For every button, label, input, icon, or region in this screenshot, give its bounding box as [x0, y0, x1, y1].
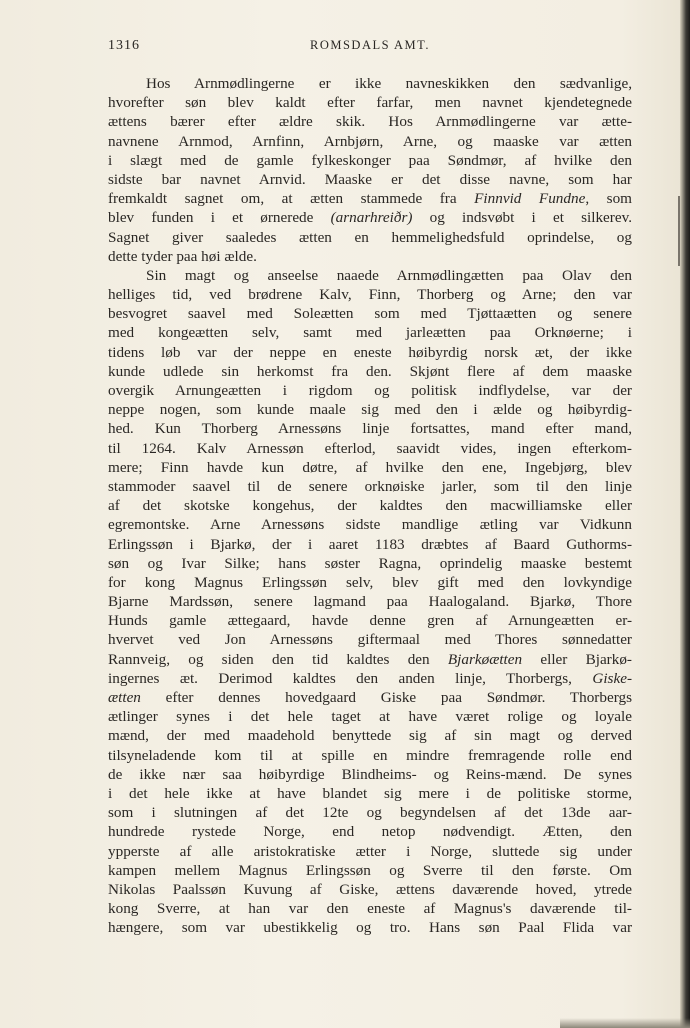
text-line: tilsyneladende kom til at spille en mindre fremragende rolle end [108, 746, 632, 764]
text-line: tidens løb var der neppe en eneste høibyrdig norsk æt, der ikke [108, 343, 632, 361]
text-line: besvogret saavel med Soleætten som med Tjøttaætten og senere [108, 305, 632, 323]
text-line: overgik Arnungeætten i rigdom og politisk indflydelse, var der [108, 382, 632, 399]
text-line: søn og Ivar Silke; hans søster Ragna, oprindelig maaske bestemt [108, 554, 632, 572]
margin-mark [678, 196, 680, 266]
running-head: ROMSDALS AMT. [310, 38, 430, 52]
text-line: de ikke nær saa høibyrdige Blindheims- og Reins-mænd. De synes [108, 765, 632, 783]
text-line: Sagnet giver saaledes ætten en hemmelighedsfuld oprindelse, og [108, 228, 632, 246]
text-line: med kongeætten selv, samt med jarleætten paa Orknøerne; i [108, 324, 632, 342]
text-line: mere; Finn havde kun døtre, af hvilke den ene, Ingebjørg, blev [108, 458, 632, 476]
text-line: ypperste af alle aristokratiske ætter i Norge, sluttede sig under [108, 842, 632, 860]
text-line: Hos Arnmødlingerne er ikke navneskikken den sædvanlige, [146, 75, 632, 92]
text-line: som i slutningen af det 12te og begyndelsen af det 13de aar- [108, 804, 632, 822]
body-text [108, 74, 632, 937]
text-line: kampen mellem Magnus Erlingssøn og Sverre til den første. Om [108, 861, 632, 879]
text-line: ætten efter dennes hovedgaard Giske paa Søndmør. Thorbergs [108, 689, 632, 706]
text-line: ættens bærer efter ældre skik. Hos Arnmødlingerne var ætte- [108, 113, 632, 131]
text-line: kunde udlede sin herkomst fra den. Skjønt flere af dem maaske [108, 362, 632, 380]
text-line: ingernes æt. Derimod kaldtes den anden linje, Thorbergs, Giske- [108, 669, 632, 687]
text-line: neppe nogen, som kunde maale sig med den i ælde og høibyrdig- [108, 401, 632, 419]
text-line: hundrede rystede Norge, end netop nødvendigt. Ætten, den [108, 823, 632, 841]
text-line: Rannveig, og siden den tid kaldtes den Bjarkøætten eller Bjarkø- [108, 650, 632, 668]
page-edge-shadow [680, 0, 690, 1028]
text-line: Hunds gamle ættegaard, havde denne gren af Arnungeætten er- [108, 612, 632, 630]
text-line: kong Sverre, at han var den eneste af Magnus's daværende til- [108, 900, 632, 918]
text-line: af det skotske kongehus, der kaldtes den macwilliamske eller [108, 497, 632, 515]
text-line: Bjarne Mardssøn, senere lagmand paa Haalogaland. Bjarkø, Thore [108, 593, 632, 611]
text-line: Nikolas Paalssøn Kuvung af Giske, ættens daværende hoved, ytrede [108, 880, 632, 898]
text-line: i slægt med de gamle fylkeskonger paa Søndmør, af hvilke den [108, 151, 632, 169]
text-line: blev funden i et ørnerede (arnarhreiðr) og indsvøbt i et silkerev. [108, 209, 632, 227]
text-line: Sin magt og anseelse naaede Arnmødlingætten paa Olav den [146, 266, 632, 284]
text-line: hængere, som var ubestikkelig og tro. Hans søn Paal Flida var [108, 919, 632, 937]
text-line: fremkaldt sagnet om, at ætten stammede fra Finnvid Fundne, som [108, 190, 632, 208]
page-header [108, 38, 632, 56]
text-line: ætlinger synes i det hele taget at have været rolige og loyale [108, 708, 632, 726]
page-bottom-shadow [560, 1018, 690, 1028]
text-line: hed. Kun Thorberg Arnessøns linje fortsattes, mand efter mand, [108, 420, 632, 438]
page-number: 1316 [108, 38, 140, 53]
text-line: egremontske. Arne Arnessøns sidste mandlige ætling var Vidkunn [108, 516, 632, 534]
text-line: i det hele ikke at have blandet sig mere i de politiske storme, [108, 784, 632, 802]
text-line: for kong Magnus Erlingssøn selv, blev gift med den lovkyndige [108, 573, 632, 591]
text-line: til 1264. Kalv Arnessøn efterlod, saavidt vides, ingen efterkom- [108, 439, 632, 457]
text-line: sidste bar navnet Arnvid. Maaske er det disse navne, som har [108, 170, 632, 188]
text-line: dette tyder paa høi ælde. [108, 247, 257, 265]
text-line: stammoder saavel til de senere orknøiske jarler, som til den linje [108, 477, 632, 495]
text-line: hvervet ved Jon Arnessøns giftermaal med Thores sønnedatter [108, 631, 632, 649]
text-line: mænd, der med maadehold benyttede sig af sin magt og derved [108, 727, 632, 745]
text-line: navnene Arnmod, Arnfinn, Arnbjørn, Arne, og maaske var ætten [108, 132, 632, 150]
text-line: helliges tid, ved brødrene Kalv, Finn, Thorberg og Arne; den var [108, 286, 632, 304]
text-line: Erlingssøn i Bjarkø, der i aaret 1183 dræbtes af Baard Guthorms- [108, 535, 632, 553]
text-line: hvorefter søn blev kaldt efter farfar, men navnet kjendetegnede [108, 94, 632, 112]
